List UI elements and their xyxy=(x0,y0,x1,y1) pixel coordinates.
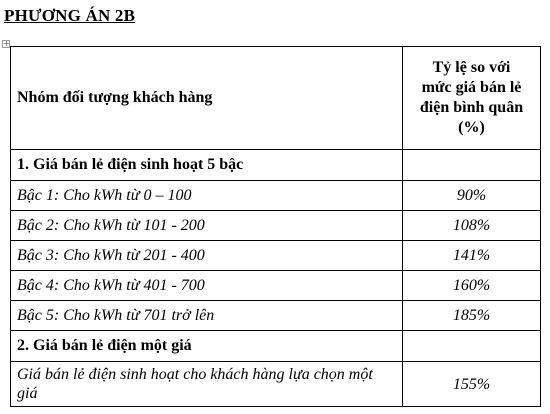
table-header-row xyxy=(11,47,541,150)
section-empty-cell xyxy=(403,331,541,362)
section-row xyxy=(11,150,541,181)
section-empty-cell xyxy=(403,150,541,181)
table-move-handle-icon[interactable]: + xyxy=(3,39,10,48)
tier-value: 160% xyxy=(403,271,541,301)
table-row xyxy=(11,271,541,301)
table-row xyxy=(11,241,541,271)
tier-value: 141% xyxy=(403,241,541,271)
table-row xyxy=(11,362,541,407)
tier-value: 108% xyxy=(403,211,541,241)
tier-value: 155% xyxy=(403,362,541,407)
section-row xyxy=(11,331,541,362)
header-ratio-line: Tỷ lệ so với xyxy=(432,59,511,76)
table-row xyxy=(11,181,541,211)
header-ratio-line: mức giá bán lẻ xyxy=(421,79,522,96)
tier-label: Bậc 1: Cho kWh từ 0 – 100 xyxy=(11,181,403,211)
tariff-table xyxy=(10,46,541,407)
header-ratio xyxy=(403,47,541,150)
header-ratio-line: điện bình quân xyxy=(419,99,524,116)
table-row xyxy=(11,211,541,241)
section-title: 2. Giá bán lẻ điện một giá xyxy=(11,331,403,362)
tier-label: Bậc 4: Cho kWh từ 401 - 700 xyxy=(11,271,403,301)
page-title: PHƯƠNG ÁN 2B xyxy=(4,6,136,25)
tier-label: Bậc 3: Cho kWh từ 201 - 400 xyxy=(11,241,403,271)
section-title: 1. Giá bán lẻ điện sinh hoạt 5 bậc xyxy=(11,150,403,181)
header-ratio-line: (%) xyxy=(458,119,485,136)
table-row xyxy=(11,301,541,331)
tier-value: 185% xyxy=(403,301,541,331)
tier-label: Bậc 5: Cho kWh từ 701 trở lên xyxy=(11,301,403,331)
tier-label: Giá bán lẻ điện sinh hoạt cho khách hàng lựa chọn một giá xyxy=(11,362,403,407)
tier-label: Bậc 2: Cho kWh từ 101 - 200 xyxy=(11,211,403,241)
header-customer-group: Nhóm đối tượng khách hàng xyxy=(11,47,403,150)
tier-value: 90% xyxy=(403,181,541,211)
